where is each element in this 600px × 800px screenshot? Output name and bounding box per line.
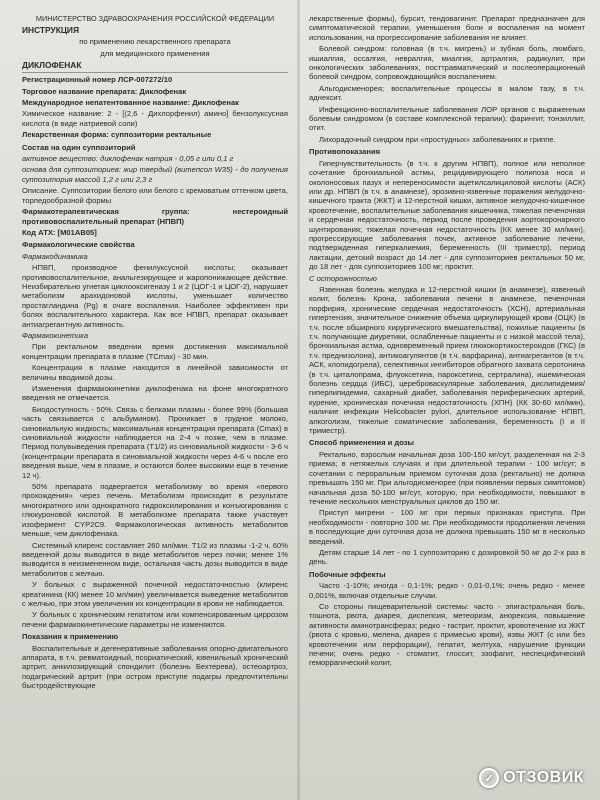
pk-paragraph-5: 50% препарата подвергается метаболизму во время «первого прохождения» через печень. Метаболизм происходит в результате многократного или однократного гидроксилирования и конъюгирования с глюкуроновой кислотой. В метаболизме препарата также участвует изофермент CYP2C9. Фармакологическая активность метаболитов меньше, чем диклофенака.: [22, 482, 288, 539]
pharmacokinetics-title: Фармакокинетика: [22, 330, 89, 340]
divider: [22, 72, 288, 73]
chemical-name: Химическое название: 2 - [(2,6 - Дихлорфенил) амино] бензолуксусная кислота (в виде натриевой соли): [22, 109, 288, 128]
ent-infections: Инфекционно-воспалительные заболевания ЛОР органов с выраженным болевым синдромом (в составе комплексной терапии): фарингит, тонзиллит, отит.: [309, 104, 585, 133]
watermark-text: ОТЗОВИК: [503, 769, 584, 786]
dosage-paragraph-3: Детям старше 14 лет - по 1 суппозиторию с дозировкой 50 мг до 2-х раз в день.: [309, 547, 585, 567]
doc-title: ИНСТРУКЦИЯ: [22, 25, 79, 36]
pain-syndrome: Болевой синдром: головная (в т.ч. мигрень) и зубная боль, люмбаго, ишиалгия, оссалгия, невралгия, миалгия, артралгия, радикулит, при онкологических заболеваниях, посттравматический и послеоперационный болевой синдром, сопровождающийся воспалением.: [309, 44, 585, 82]
reg-number: Регистрационный номер ЛСР-007272/10: [22, 75, 173, 85]
caution-text: Язвенная болезнь желудка и 12-перстной кишки (в анамнезе), язвенный колит, болезнь Крона, заболевания печени в анамнезе, печеночная порфирия, хронические сердечная недостаточность (ХСН), артериальная гипертензия, значительное снижение объема циркулирующей крови (ОЦК) (в т.ч. после обширного хирургического вмешательства), пожилые пациенты (в т.ч. получающие диуретики, ослабленные пациенты и с низкой массой тела), бронхиальная астма, одновременный прием глюкокортикостероидов (ГКС) (в т.ч. преднизолона), антикоагулянтов (в т.ч. варфарина), антиагрегантов (в т.ч. АСК, клопидогрела), селективных ингибиторов обратного захвата серотонина (в т.ч. циталопрама, флуоксетина, пароксетина, сертралина), ишемическая болезнь сердца (ИБС), цереброваскулярные заболевания, дислипидемия/гиперлипидемия, сахарный диабет, заболевания периферических артерий, курение, хроническая почечная недостаточность (ХПН) (КК 30-60 мл/мин), наличие инфекции Helicobacter pylori, длительное использование НПВП, алкоголизм, тяжелые соматические заболевания, беременность (I и II триместр).: [309, 284, 585, 436]
pk-paragraph-6: Системный клиренс составляет 260 мл/мин. T1/2 из плазмы -1-2 ч. 60% введенной дозы выводится в виде метаболитов через почки; менее 1% выводится в неизмененном виде, остальная часть дозы выводится в виде метаболитов с желчью.: [22, 540, 288, 578]
pharmacodynamics-text: НПВП, производное фенилуксусной кислоты; оказывает противовоспалительное, анальгезирующее и жаропонижающее действие. Неизбирательно угнетая циклооксигеназу 1 и 2 (ЦОГ-1 и ЦОГ-2), нарушает метаболизм арахидоновой кислоты, уменьшает количество простагландина (Pg) в очаге воспаления. Наиболее эффективен при болях воспалительного характера. Как все НПВП, препарат оказывает антиагрегантную активность.: [22, 263, 288, 329]
contraindications-text: Гиперчувствительность (в т.ч. к другим НПВП), полное или неполное сочетание бронхиальной астмы, рецидивирующего полипоза носа и околоносовых пазух и непереносимости ацетилсалициловой кислоты (АСК) или др. НПВП (в т.ч. в анамнезе), эрозивно-язвенные поражения желудочно-кишечного тракта (ЖКТ) и 12-перстной кишки, активное желудочно-кишечное кровотечение, воспалительные заболевания кишечника, тяжелая печеночная и сердечная недостаточность, период после проведения аортокоронарного шунтирования; тяжелая почечная недостаточность (КК менее 30 мл/мин), прогрессирующие заболевания почек, активное заболевание печени, подтвержденная гиперкалиемия, беременность (III триместр), период лактации, детский возраст до 14 лет - для суппозиториев ректальных 50 мг, до 18 лет - для суппозиториев 100 мг; проктит.: [309, 158, 585, 272]
composition-base: основа для суппозиториев: жир твердый (витепсол W35) - до получения суппозитория массой 1,2 г или 2,3 г: [22, 165, 288, 184]
contraindications-title: Противопоказания: [309, 147, 381, 157]
pharm-group: Фармакотерапевтическая группа: нестероидный противовоспалительный препарат (НПВП): [22, 207, 288, 226]
drug-name: ДИКЛОФЕНАК: [22, 60, 82, 71]
side-effects-title: Побочные эффекты: [309, 569, 386, 579]
trade-name: Торговое название препарата: Диклофенак: [22, 86, 187, 96]
indications-title: Показания к применению: [22, 632, 119, 642]
algodysmenorrhea: Альгодисменорея; воспалительные процессы в малом тазу, в т.ч. аднексит.: [309, 83, 585, 103]
doc-subtitle-2: для медицинского применения: [100, 48, 210, 58]
indications-continued: лекарственные формы), бурсит, тендовагинит. Препарат предназначен для симптоматической терапии, уменьшения боли и воспаления на момент использования, на прогрессирование заболевания не влияет.: [309, 14, 585, 42]
caution-title: С осторожностью: [309, 273, 377, 283]
fever-syndrome: Лихорадочный синдром при «простудных» заболеваниях и гриппе.: [319, 134, 556, 144]
description: Описание. Суппозитории белого или белого с кремоватым оттенком цвета, торпедообразной формы: [22, 186, 288, 205]
pk-paragraph-2: Концентрация в плазме находится в линейной зависимости от величины вводимой дозы.: [22, 363, 288, 382]
atc-code: Код АТХ: [M01AB05]: [22, 227, 97, 237]
pk-paragraph-1: При ректальном введении время достижения максимальной концентрации препарата в плазме (TCmax) - 30 мин.: [22, 342, 288, 361]
composition-title: Состав на один суппозиторий: [22, 142, 136, 152]
side-effects-gi: Со стороны пищеварительной системы: часто - эпигастральная боль, тошнота, рвота, диарея, диспепсия, метеоризм, анорексия, повышение активности аминотрансфераз; редко - гастрит, проктит, кровотечение из ЖКТ (рвота с кровью, мелена, диарея с примесью крови), язвы ЖКТ (с или без кровотечения или перфорации), гепатит, желтуха, нарушение функции печени; очень редко - стоматит, глоссит, эзофагит, неспецифический геморрагический колит,: [309, 601, 585, 668]
otzovik-logo-icon: ✓: [479, 768, 499, 788]
pharmacodynamics-title: Фармакодинамика: [22, 251, 88, 261]
pk-paragraph-7: У больных с выраженной почечной недостаточностью (клиренс креатинина (КК) менее 10 мл/мин) увеличивается выведение метаболитов с желчью, при этом увеличения их концентрации в крови не наблюдается.: [22, 580, 288, 608]
indications-text: Воспалительные и дегенеративные заболевания опорно-двигательного аппарата, в т.ч. ревматоидный, псориатический, ювенильный хронический артрит, анкилозирующий спондилит (болезнь Бехтерева), остеоартроз, подагрический артрит (при остром приступе подагры предпочтительны быстродействующие: [22, 643, 288, 691]
page-fold: [297, 0, 300, 800]
pk-paragraph-8: У больных с хроническим гепатитом или компенсированным циррозом печени фармакокинетические параметры не изменяются.: [22, 610, 288, 629]
right-column: [309, 14, 585, 800]
dosage-paragraph-1: Ректально, взрослым начальная доза 100-150 мг/сут, разделенная на 2-3 приема; в нетяжелых случаях и при длительной терапии - 100 мг/сут; в сочетании с пероральным приемом суточная доза (ректально) не должна превышать 150 мг. При альгодисменорее (при появлении первых симптомов) начальная доза 50-100 мг/сут, которую, при необходимости, повышают в течение нескольких менструальных циклов до 150 мг.: [309, 449, 585, 506]
inn-name: Международное непатентованное название: Диклофенак: [22, 98, 239, 108]
left-column: [22, 14, 288, 800]
composition-active: активное вещество: диклофенак натрия - 0,05 г или 0,1 г: [22, 154, 234, 164]
side-effects-frequency: Часто -1-10%; иногда - 0,1-1%; редко - 0,01-0,1%; очень редко - менее 0,001%, включая отдельные случаи.: [309, 581, 585, 600]
ministry-header: МИНИСТЕРСТВО ЗДРАВООХРАНЕНИЯ РОССИЙСКОЙ ФЕДЕРАЦИИ: [35, 14, 275, 23]
pk-paragraph-3: Изменения фармакокинетики диклофенака на фоне многократного введения не отмечается.: [22, 384, 288, 403]
doc-subtitle-1: по применению лекарственного препарата: [79, 37, 231, 47]
dosage-paragraph-2: Приступ мигрени - 100 мг при первых признаках приступа. При необходимости - повторно 100 мг. При необходимости продолжения лечения в последующие дни суточная доза не должна превышать 150 мг в несколько введений.: [309, 508, 585, 546]
site-watermark: [479, 768, 584, 788]
dosage-title: Способ применения и дозы: [309, 438, 415, 448]
pk-paragraph-4: Биодоступность - 50%. Связь с белками плазмы - более 99% (большая часть связывается с альбумином). Проникает в грудное молоко, синовиальную жидкость; максимальная концентрация препарата (Cmax) в синовиальной жидкости наблюдается на 2-4 ч позже, чем в плазме. Период полувыведения препарата (T1/2) из синовиальной жидкости - 3-6 ч (концентрации препарата в синовиальной жидкости через 4-6 ч после его введения выше, чем в плазме, и остаются более высокими еще в течение 12 ч).: [22, 404, 288, 480]
dosage-form: Лекарственная форма: суппозитории ректальные: [22, 130, 212, 140]
pharm-props-title: Фармакологические свойства: [22, 240, 135, 250]
